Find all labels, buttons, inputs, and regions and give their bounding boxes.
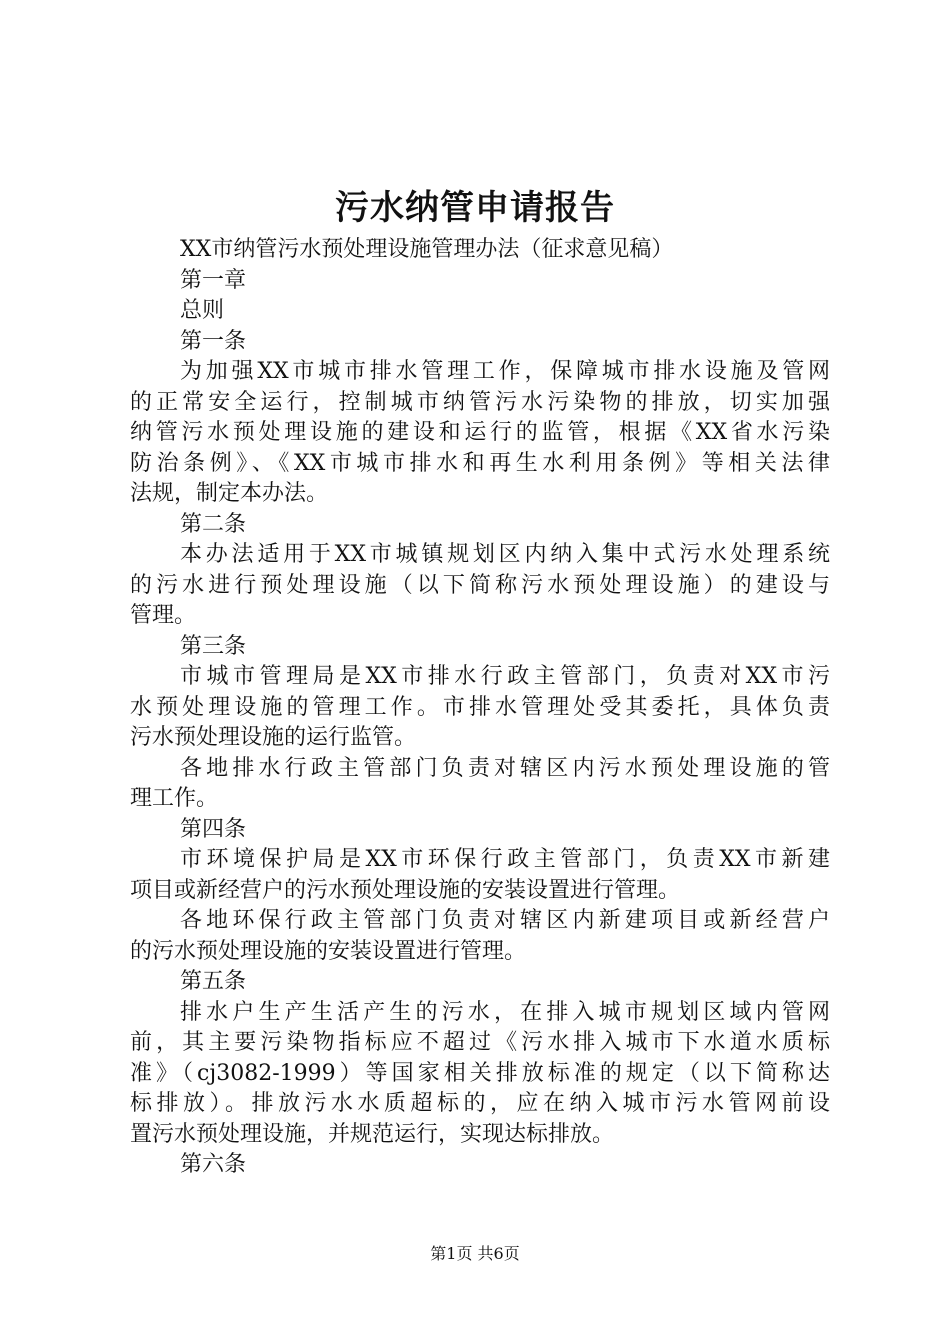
article-1-line-1: 为加强XX市城市排水管理工作，保障城市排水设施及管网 [180, 359, 830, 384]
article-3-extra-line-1: 各地排水行政主管部门负责对辖区内污水预处理设施的管 [180, 755, 830, 781]
document-title: 污水纳管申请报告 [335, 188, 615, 228]
article-5-line-2: 前，其主要污染物指标应不超过《污水排入城市下水道水质标 [130, 1030, 830, 1055]
article-3-heading: 第三条 [180, 633, 247, 659]
article-4-extra-line-2: 的污水预处理设施的安装设置进行管理。 [130, 938, 527, 964]
article-4-line-1: 市环境保护局是XX市环保行政主管部门，负责XX市新建 [180, 847, 830, 872]
article-5-line-4: 标排放）。排放污水水质超标的，应在纳入城市污水管网前设 [130, 1091, 830, 1116]
article-1-line-5: 法规，制定本办法。 [130, 481, 329, 506]
page-number-footer: 第1页 共6页 [430, 1244, 520, 1263]
chapter-name: 总则 [180, 298, 225, 323]
article-1-heading: 第一条 [180, 328, 247, 354]
article-5-line-1: 排水户生产生活产生的污水，在排入城市规划区域内管网 [180, 999, 830, 1025]
subtitle: XX市纳管污水预处理设施管理办法（征求意见稿） [180, 237, 674, 262]
article-4-line-2: 项目或新经营户的污水预处理设施的安装设置进行管理。 [130, 877, 681, 903]
article-1-line-2: 的正常安全运行，控制城市纳管污水污染物的排放，切实加强 [130, 389, 830, 415]
article-5-heading: 第五条 [180, 969, 247, 994]
article-3-line-3: 污水预处理设施的运行监管。 [130, 725, 417, 750]
article-2-line-1: 本办法适用于XX市城镇规划区内纳入集中式污水处理系统 [180, 542, 830, 567]
article-6-heading: 第六条 [180, 1152, 247, 1177]
article-2-heading: 第二条 [180, 511, 247, 537]
chapter-heading: 第一章 [180, 267, 247, 293]
article-4-heading: 第四条 [180, 816, 247, 842]
article-5-line-5: 置污水预处理设施，并规范运行，实现达标排放。 [130, 1121, 615, 1147]
document-body [130, 235, 830, 1181]
article-4-extra-line-1: 各地环保行政主管部门负责对辖区内新建项目或新经营户 [180, 908, 830, 933]
article-2-line-3: 管理。 [130, 603, 197, 628]
article-5-line-3: 准》（cj3082-1999）等国家相关排放标准的规定（以下简称达 [130, 1060, 830, 1086]
article-1-line-4: 防治条例》、《XX市城市排水和再生水利用条例》等相关法律 [130, 450, 830, 476]
article-3-extra-line-2: 理工作。 [130, 786, 219, 811]
article-2-line-2: 的污水进行预处理设施（以下简称污水预处理设施）的建设与 [130, 572, 830, 598]
article-3-line-2: 水预处理设施的管理工作。市排水管理处受其委托，具体负责 [130, 694, 830, 720]
article-1-line-3: 纳管污水预处理设施的建设和运行的监管，根据《XX省水污染 [130, 420, 830, 445]
article-3-line-1: 市城市管理局是XX市排水行政主管部门，负责对XX市污 [180, 664, 830, 689]
